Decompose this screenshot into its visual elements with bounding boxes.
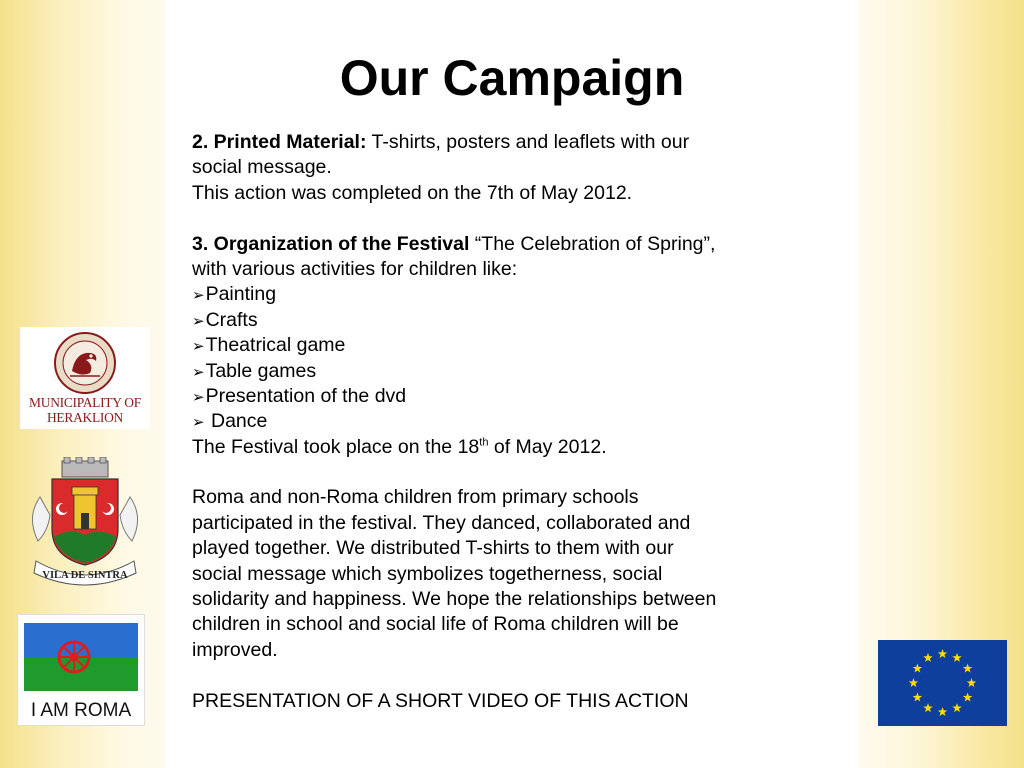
roma-flag-logo bbox=[17, 614, 145, 726]
video-presentation-note: PRESENTATION OF A SHORT VIDEO OF THIS ACTION bbox=[192, 689, 689, 712]
arrowhead-bullet-icon: ➢ bbox=[192, 287, 205, 305]
summary-line: improved. bbox=[192, 638, 278, 661]
list-item-label: Dance bbox=[205, 410, 268, 433]
roma-flag-icon bbox=[24, 623, 150, 703]
eu-star-icon bbox=[938, 649, 948, 658]
eu-star-icon bbox=[913, 664, 923, 673]
slide-body bbox=[192, 130, 822, 714]
eu-star-icon bbox=[952, 703, 962, 712]
list-item bbox=[192, 308, 822, 333]
eu-star-icon bbox=[923, 703, 933, 712]
festival-date: The Festival took place on the 18th of May 2012. bbox=[192, 435, 607, 458]
summary-line: social message which symbolizes togetherness, social bbox=[192, 562, 663, 585]
heraklion-logo bbox=[20, 327, 150, 429]
heraklion-emblem-icon bbox=[20, 327, 150, 397]
slide-title: Our Campaign bbox=[339, 50, 685, 106]
eu-star-icon bbox=[952, 653, 962, 662]
heraklion-name-line-2: HERAKLION bbox=[46, 410, 124, 425]
eu-star-icon bbox=[913, 693, 923, 702]
eu-star-icon bbox=[909, 678, 919, 687]
list-item bbox=[192, 384, 822, 409]
roma-label: I AM ROMA bbox=[30, 700, 132, 721]
printed-material-heading: 2. Printed Material: bbox=[192, 131, 367, 153]
list-item bbox=[192, 409, 822, 434]
eu-star-icon bbox=[963, 664, 973, 673]
sintra-banner-text: VILA DE SINTRA bbox=[42, 570, 128, 581]
eu-star-icon bbox=[967, 678, 977, 687]
summary-line: participated in the festival. They danced, collaborated and bbox=[192, 511, 691, 534]
festival-desc: “The Celebration of Spring”, bbox=[469, 232, 716, 255]
list-item bbox=[192, 282, 822, 307]
summary-line: solidarity and happiness. We hope the relationships between bbox=[192, 588, 717, 611]
heraklion-name-line-1: MUNICIPALITY OF bbox=[29, 395, 141, 410]
festival-heading: 3. Organization of the Festival bbox=[192, 232, 470, 255]
eu-star-icon bbox=[938, 707, 948, 716]
list-item-label: Painting bbox=[205, 283, 277, 306]
list-item-label: Theatrical game bbox=[205, 334, 346, 357]
list-item bbox=[192, 333, 822, 358]
list-item-label: Presentation of the dvd bbox=[205, 384, 407, 407]
arrowhead-bullet-icon: ➢ bbox=[192, 363, 205, 381]
coat-of-arms-icon bbox=[20, 457, 150, 590]
arrowhead-bullet-icon: ➢ bbox=[192, 312, 205, 330]
arrowhead-bullet-icon: ➢ bbox=[192, 338, 205, 356]
eu-star-icon bbox=[923, 653, 933, 662]
festival-line-2: with various activities for children like: bbox=[192, 257, 518, 280]
eu-stars-icon bbox=[878, 640, 1007, 726]
printed-material-line-2: social message. bbox=[192, 156, 332, 179]
sintra-coat-of-arms bbox=[20, 457, 150, 590]
eu-flag bbox=[878, 640, 1007, 726]
printed-material-line bbox=[192, 130, 822, 155]
list-item bbox=[192, 359, 822, 384]
printed-material-completed: This action was completed on the 7th of May 2012. bbox=[192, 181, 633, 204]
summary-line: Roma and non-Roma children from primary schools bbox=[192, 486, 639, 509]
arrowhead-bullet-icon: ➢ bbox=[192, 414, 205, 432]
festival-line bbox=[192, 232, 822, 257]
list-item-label: Table games bbox=[205, 359, 317, 382]
summary-line: played together. We distributed T-shirts to them with our bbox=[192, 537, 674, 560]
summary-line: children in school and social life of Roma children will be bbox=[192, 613, 679, 636]
eu-star-icon bbox=[963, 693, 973, 702]
arrowhead-bullet-icon: ➢ bbox=[192, 388, 205, 406]
list-item-label: Crafts bbox=[205, 308, 258, 331]
printed-material-desc: T-shirts, posters and leaflets with our bbox=[366, 131, 690, 153]
